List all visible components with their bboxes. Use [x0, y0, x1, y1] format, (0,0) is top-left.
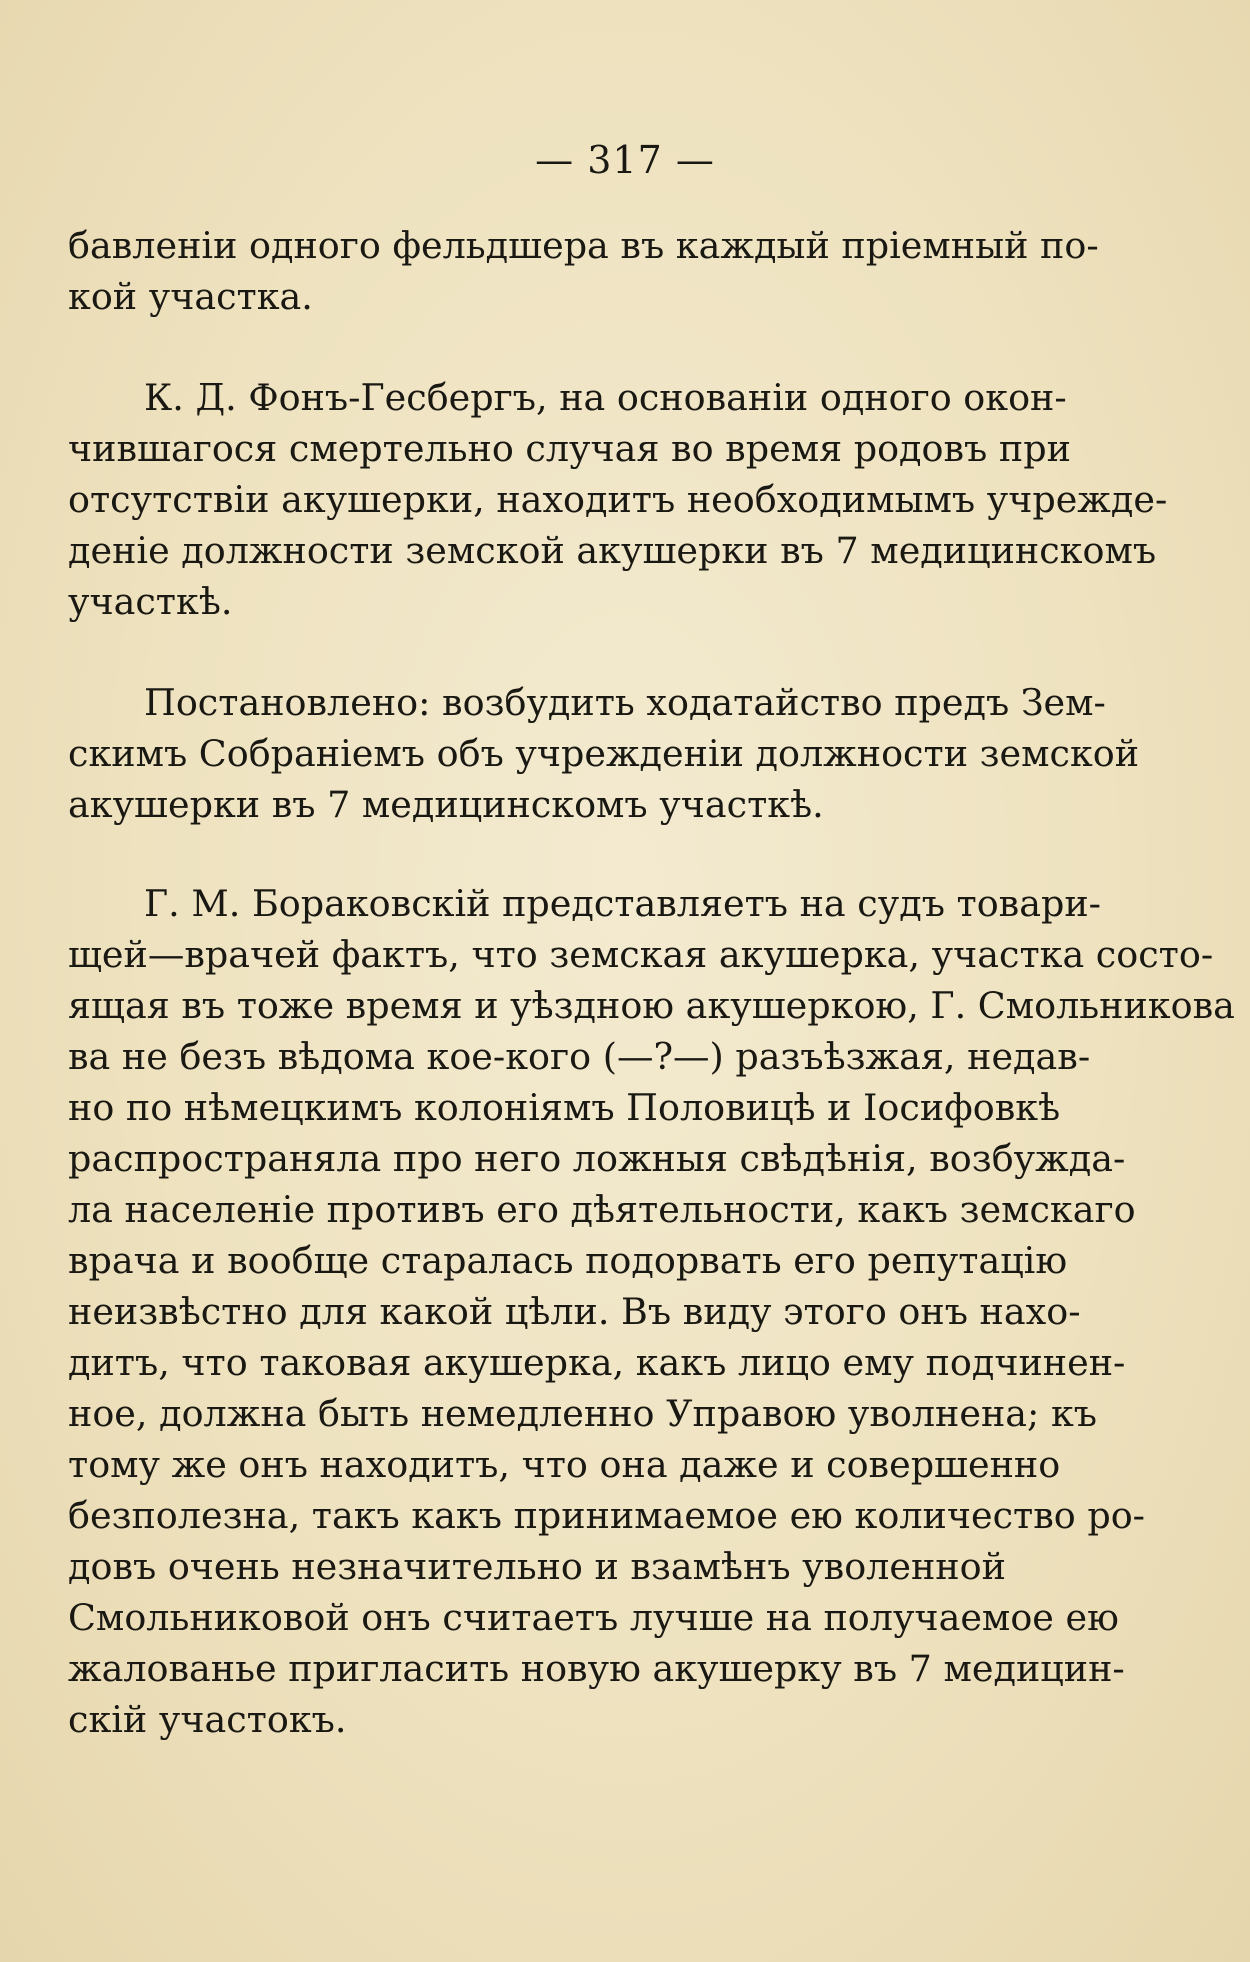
- text-line: чившагося смертельно случая во время родовъ при: [68, 427, 1071, 470]
- text-line: безполезна, такъ какъ принимаемое ею количество ро-: [68, 1494, 1146, 1537]
- text-line: довъ очень незначительно и взамѣнъ уволенной: [68, 1545, 1006, 1588]
- text-line: дитъ, что таковая акушерка, какъ лицо ему подчинен-: [68, 1341, 1126, 1384]
- text-line: участкѣ.: [68, 580, 233, 623]
- text-line: Смольниковой онъ считаетъ лучше на получаемое ею: [68, 1596, 1119, 1639]
- text-line: жалованье пригласить новую акушерку въ 7 медицин-: [68, 1647, 1125, 1690]
- text-line: распространяла про него ложныя свѣдѣнія, возбужда-: [68, 1137, 1126, 1180]
- paragraph-2: [68, 372, 1168, 627]
- text-line: деніе должности земской акушерки въ 7 медицинскомъ: [68, 529, 1157, 572]
- text-line: щей—врачей фактъ, что земская акушерка, участка состо-: [68, 933, 1214, 976]
- text-line: скимъ Собраніемъ объ учрежденіи должности земской: [68, 732, 1140, 775]
- text-line: врача и вообще старалась подорвать его репутацію: [68, 1239, 1068, 1282]
- text-line: скій участокъ.: [68, 1698, 347, 1741]
- text-line: тому же онъ находитъ, что она даже и совершенно: [68, 1443, 1061, 1486]
- text-line: но по нѣмецкимъ колоніямъ Половицѣ и Іосифовкѣ: [68, 1086, 1061, 1129]
- text-line: ящая въ тоже время и уѣздною акушеркою, Г. Смольникова: [68, 984, 1235, 1027]
- text-line: ное, должна быть немедленно Управою уволнена; къ: [68, 1392, 1097, 1435]
- text-line: Постановлено: возбудить ходатайство предъ Зем-: [144, 681, 1106, 724]
- text-line: неизвѣстно для какой цѣли. Въ виду этого онъ нахо-: [68, 1290, 1081, 1333]
- text-line: акушерки въ 7 медицинскомъ участкѣ.: [68, 783, 824, 826]
- paragraph-1: [68, 220, 1099, 322]
- text-line: Г. М. Бораковскій представляетъ на судъ товари-: [144, 882, 1102, 925]
- body-text: [68, 220, 1235, 1745]
- paragraph-3: [68, 677, 1140, 830]
- paragraph-4: [68, 878, 1235, 1745]
- text-line: К. Д. Фонъ-Гесбергъ, на основаніи одного окон-: [144, 376, 1067, 419]
- page-number: — 317 —: [535, 138, 715, 182]
- text-line: ва не безъ вѣдома кое-кого (—?—) разъѣзжая, недав-: [68, 1035, 1091, 1078]
- text-line: кой участка.: [68, 275, 313, 318]
- paragraph-gap: [68, 830, 998, 878]
- text-line: отсутствіи акушерки, находитъ необходимымъ учрежде-: [68, 478, 1168, 521]
- text-line: бавленіи одного фельдшера въ каждый пріемный по-: [68, 224, 1099, 267]
- paragraph-gap: [68, 627, 998, 677]
- text-line: ла населеніе противъ его дѣятельности, какъ земскаго: [68, 1188, 1136, 1231]
- paragraph-gap: [68, 322, 998, 372]
